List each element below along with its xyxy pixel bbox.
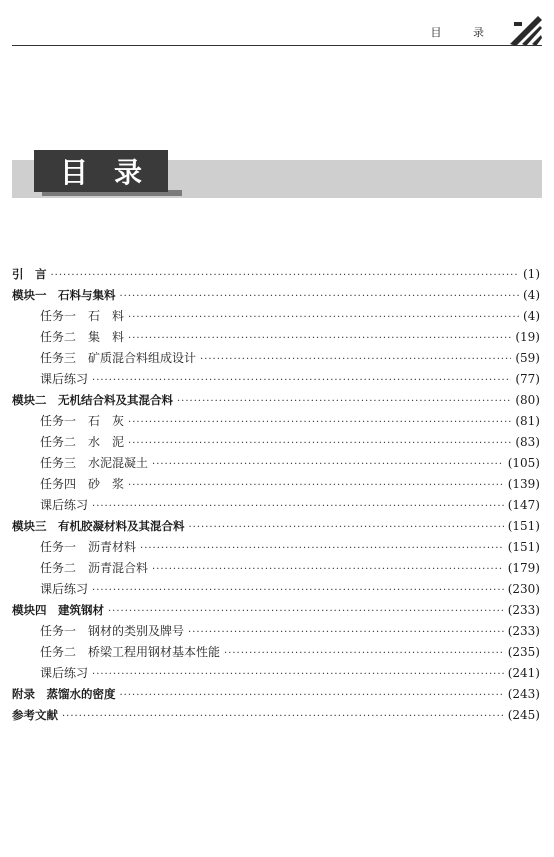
- toc-entry-label: 任务一 石 灰: [40, 414, 125, 428]
- toc-entry-label: 参考文献: [12, 708, 58, 722]
- toc-dot-leader: [152, 455, 504, 474]
- toc-page-number: (241): [507, 666, 540, 680]
- toc-task-entry[interactable]: [12, 306, 540, 327]
- toc-page-number: (235): [507, 645, 540, 659]
- toc-module-entry[interactable]: [12, 390, 540, 411]
- table-of-contents: [12, 264, 540, 726]
- toc-entry-label: 任务二 桥梁工程用钢材基本性能: [40, 645, 221, 659]
- toc-entry-label: 任务二 水 泥: [40, 435, 125, 449]
- toc-dot-leader: [128, 413, 511, 432]
- toc-dot-leader: [92, 665, 504, 684]
- toc-entry-label: 任务三 水泥混凝土: [40, 456, 149, 470]
- toc-page-number: (179): [507, 561, 540, 575]
- toc-page-number: (4): [523, 288, 540, 302]
- toc-task-entry[interactable]: [12, 579, 540, 600]
- toc-page-number: (230): [507, 582, 540, 596]
- toc-page-number: (233): [507, 624, 540, 638]
- toc-entry-label: 任务二 集 料: [40, 330, 125, 344]
- toc-entry-label: 模块三 有机胶凝材料及其混合料: [12, 519, 185, 533]
- toc-entry-label: 任务一 沥青材料: [40, 540, 137, 554]
- toc-page-number: (77): [515, 372, 540, 386]
- toc-page-number: (4): [523, 309, 540, 323]
- toc-module-entry[interactable]: [12, 600, 540, 621]
- toc-dot-leader: [120, 287, 520, 306]
- toc-page-number: (243): [507, 687, 540, 701]
- title-banner: [12, 150, 542, 198]
- toc-dot-leader: [92, 581, 504, 600]
- toc-dot-leader: [92, 371, 511, 390]
- toc-entry-label: 引 言: [12, 267, 47, 281]
- toc-dot-leader: [200, 350, 511, 369]
- toc-dot-leader: [128, 308, 519, 327]
- toc-dot-leader: [189, 518, 504, 537]
- toc-task-entry[interactable]: [12, 495, 540, 516]
- toc-entry-label: 任务一 钢材的类别及牌号: [40, 624, 185, 638]
- toc-entry-label: 模块二 无机结合料及其混合料: [12, 393, 173, 407]
- toc-task-entry[interactable]: [12, 369, 540, 390]
- toc-dot-leader: [128, 476, 504, 495]
- toc-task-entry[interactable]: [12, 432, 540, 453]
- toc-page-number: (245): [507, 708, 540, 722]
- toc-task-entry[interactable]: [12, 621, 540, 642]
- page-title: 目录: [60, 156, 169, 189]
- toc-entry-label: 任务二 沥青混合料: [40, 561, 149, 575]
- toc-entry-label: 课后练习: [40, 498, 89, 512]
- corner-ornament-icon: [508, 14, 542, 46]
- toc-task-entry[interactable]: [12, 453, 540, 474]
- toc-task-entry[interactable]: [12, 558, 540, 579]
- toc-dot-leader: [177, 392, 511, 411]
- toc-page-number: (147): [507, 498, 540, 512]
- toc-entry-label: 模块一 石料与集料: [12, 288, 116, 302]
- toc-task-entry[interactable]: [12, 348, 540, 369]
- toc-task-entry[interactable]: [12, 537, 540, 558]
- toc-page-number: (59): [515, 351, 540, 365]
- toc-page-number: (1): [523, 267, 540, 281]
- toc-task-entry[interactable]: [12, 663, 540, 684]
- toc-dot-leader: [51, 266, 520, 285]
- toc-task-entry[interactable]: [12, 327, 540, 348]
- toc-dot-leader: [128, 434, 511, 453]
- header-rule: [12, 45, 542, 46]
- toc-dot-leader: [120, 686, 504, 705]
- toc-module-entry[interactable]: [12, 264, 540, 285]
- toc-dot-leader: [128, 329, 511, 348]
- toc-entry-label: 模块四 建筑钢材: [12, 603, 104, 617]
- toc-page-number: (80): [515, 393, 540, 407]
- toc-page-number: (81): [515, 414, 540, 428]
- toc-entry-label: 任务三 矿质混合料组成设计: [40, 351, 197, 365]
- toc-task-entry[interactable]: [12, 411, 540, 432]
- toc-module-entry[interactable]: [12, 705, 540, 726]
- toc-page-number: (19): [515, 330, 540, 344]
- toc-module-entry[interactable]: [12, 285, 540, 306]
- toc-dot-leader: [188, 623, 504, 642]
- toc-entry-label: 任务四 砂 浆: [40, 477, 125, 491]
- toc-page-number: (83): [515, 435, 540, 449]
- toc-page-number: (139): [507, 477, 540, 491]
- toc-page-number: (105): [507, 456, 540, 470]
- toc-module-entry[interactable]: [12, 516, 540, 537]
- toc-task-entry[interactable]: [12, 474, 540, 495]
- toc-entry-label: 课后练习: [40, 372, 89, 386]
- toc-page-number: (151): [507, 519, 540, 533]
- toc-page-number: (151): [507, 540, 540, 554]
- running-title: 目 录: [430, 26, 498, 39]
- toc-task-entry[interactable]: [12, 642, 540, 663]
- toc-dot-leader: [152, 560, 504, 579]
- toc-dot-leader: [224, 644, 504, 663]
- toc-module-entry[interactable]: [12, 684, 540, 705]
- toc-dot-leader: [140, 539, 504, 558]
- toc-dot-leader: [92, 497, 504, 516]
- toc-dot-leader: [62, 707, 504, 726]
- toc-entry-label: 附录 蒸馏水的密度: [12, 687, 116, 701]
- toc-entry-label: 任务一 石 料: [40, 309, 125, 323]
- toc-page-number: (233): [507, 603, 540, 617]
- toc-dot-leader: [108, 602, 504, 621]
- toc-entry-label: 课后练习: [40, 666, 89, 680]
- running-header: [12, 14, 542, 46]
- toc-entry-label: 课后练习: [40, 582, 89, 596]
